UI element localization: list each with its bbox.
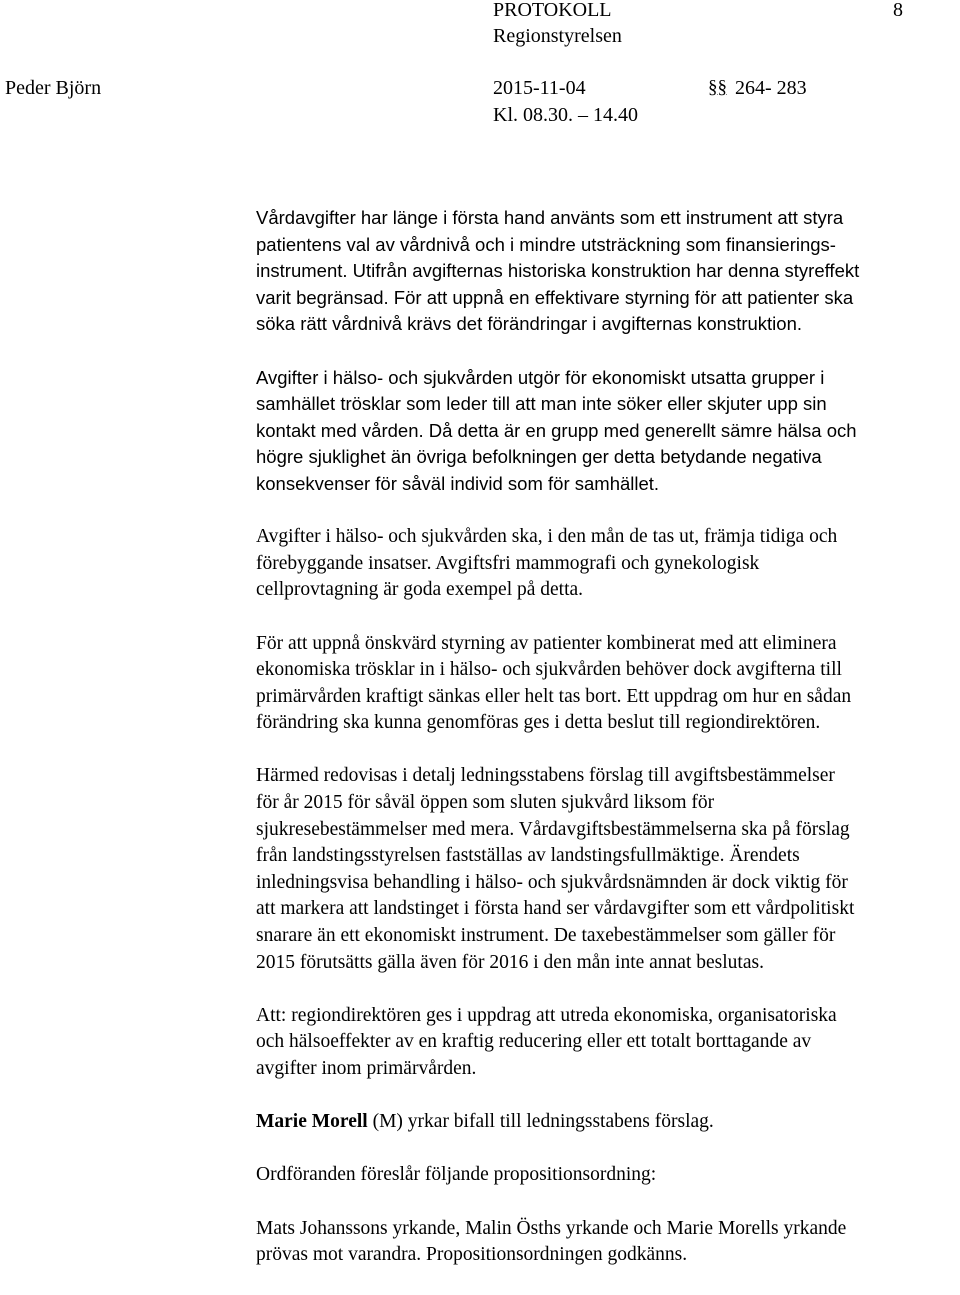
text-line: cellprovtagning är goda exempel på detta. [256, 579, 584, 601]
meeting-date: 2015-11-04 [493, 77, 586, 99]
text-line: söka rätt vårdnivå krävs det förändringar i avgifternas konstruktion. [256, 313, 803, 335]
document-title: PROTOKOLL [493, 0, 612, 21]
text-line: 2015 förutsätts gälla även för 2016 i den mån inte annat beslutas. [256, 951, 764, 973]
paragraph-2 [256, 365, 956, 498]
motion-text: (M) yrkar bifall till ledningsstabens förslag. [367, 1111, 714, 1133]
section-mark: §§ [708, 77, 727, 98]
text-line: Mats Johanssons yrkande, Malin Ösths yrkande och Marie Morells yrkande [256, 1217, 847, 1239]
motion-line [256, 1109, 956, 1136]
text-line: sjukresebestämmelser med mera. Vårdavgiftsbestämmelserna ska på förslag [256, 818, 850, 840]
section-range: 264- 283 [735, 77, 807, 99]
text-line: instrument. Utifrån avgifternas historiska konstruktion har denna styreffekt [256, 260, 860, 282]
text-line: att markera att landstinget i första hand ser vårdavgifter som ett vårdpolitiskt [256, 898, 855, 920]
text-line: prövas mot varandra. Propositionsordningen godkänns. [256, 1244, 688, 1266]
text-line: varit begränsad. För att uppnå en effektivare styrning för att patienter ska [256, 286, 854, 308]
text-line: och hälsoeffekter av en kraftig reducering eller ett totalt borttagande av [256, 1031, 812, 1053]
text-line: Avgifter i hälso- och sjukvården ska, i den mån de tas ut, främja tidiga och [256, 526, 838, 548]
motion-name: Marie Morell [256, 1111, 368, 1133]
text-line: från landstingsstyrelsen fastställas av landstingsfullmäktige. Ärendets [256, 845, 800, 867]
paragraph-5 [256, 763, 956, 976]
paragraph-1 [256, 205, 956, 338]
text-line: primärvården kraftigt sänkas eller helt tas bort. Ett uppdrag om hur en sådan [256, 685, 852, 707]
text-line: högre sjuklighet än övriga befolkningen ger detta betydande negativa [256, 446, 822, 468]
text-line: avgifter inom primärvården. [256, 1058, 477, 1079]
text-line: för år 2015 för såväl öppen som sluten sjukvård liksom för [256, 792, 715, 814]
final-paragraph [256, 1216, 956, 1269]
motion-paragraph [256, 1109, 956, 1136]
text-line: För att uppnå önskvärd styrning av patienter kombinerat med att eliminera [256, 632, 837, 654]
paragraph-3 [256, 524, 956, 604]
meeting-time: Kl. 08.30. – 14.40 [493, 104, 638, 126]
document-body [256, 205, 956, 1295]
text-line: ekonomiska trösklar in i hälso- och sjukvården behöver dock avgifterna till [256, 659, 842, 681]
text-line: Vårdavgifter har länge i första hand använts som ett instrument att styra [256, 207, 844, 228]
chair-proposal-paragraph [256, 1162, 956, 1189]
page-number: 8 [893, 0, 903, 21]
text-line: snarare än ett ekonomiskt instrument. De taxebestämmelser som gäller för [256, 925, 836, 947]
text-line: Härmed redovisas i detalj ledningsstabens förslag till avgiftsbestämmelser [256, 765, 835, 787]
text-line: patientens val av vårdnivå och i mindre utsträckning som finansierings- [256, 233, 836, 255]
signer-name: Peder Björn [5, 77, 102, 99]
text-line: samhället trösklar som leder till att man inte söker eller skjuter upp sin [256, 393, 827, 415]
chair-proposal: Ordföranden föreslår följande propositionsordning: [256, 1164, 657, 1186]
text-line: förebyggande insatser. Avgiftsfri mammografi och gynekologisk [256, 552, 760, 574]
paragraph-6 [256, 1003, 956, 1083]
text-line: konsekvenser för såväl individ som för samhället. [256, 472, 660, 494]
text-line: Avgifter i hälso- och sjukvården utgör för ekonomiskt utsatta grupper i [256, 366, 825, 388]
organization-name: Regionstyrelsen [493, 25, 622, 47]
text-line: kontakt med vården. Då detta är en grupp med generellt sämre hälsa och [256, 419, 857, 441]
text-line: Att: regiondirektören ges i uppdrag att utreda ekonomiska, organisatoriska [256, 1004, 837, 1026]
text-line: förändring ska kunna genomföras ges i detta beslut till regiondirektören. [256, 712, 821, 734]
text-line: inledningsvisa behandling i hälso- och sjukvårdsnämnden är dock viktig för [256, 871, 848, 893]
paragraph-4 [256, 631, 956, 737]
